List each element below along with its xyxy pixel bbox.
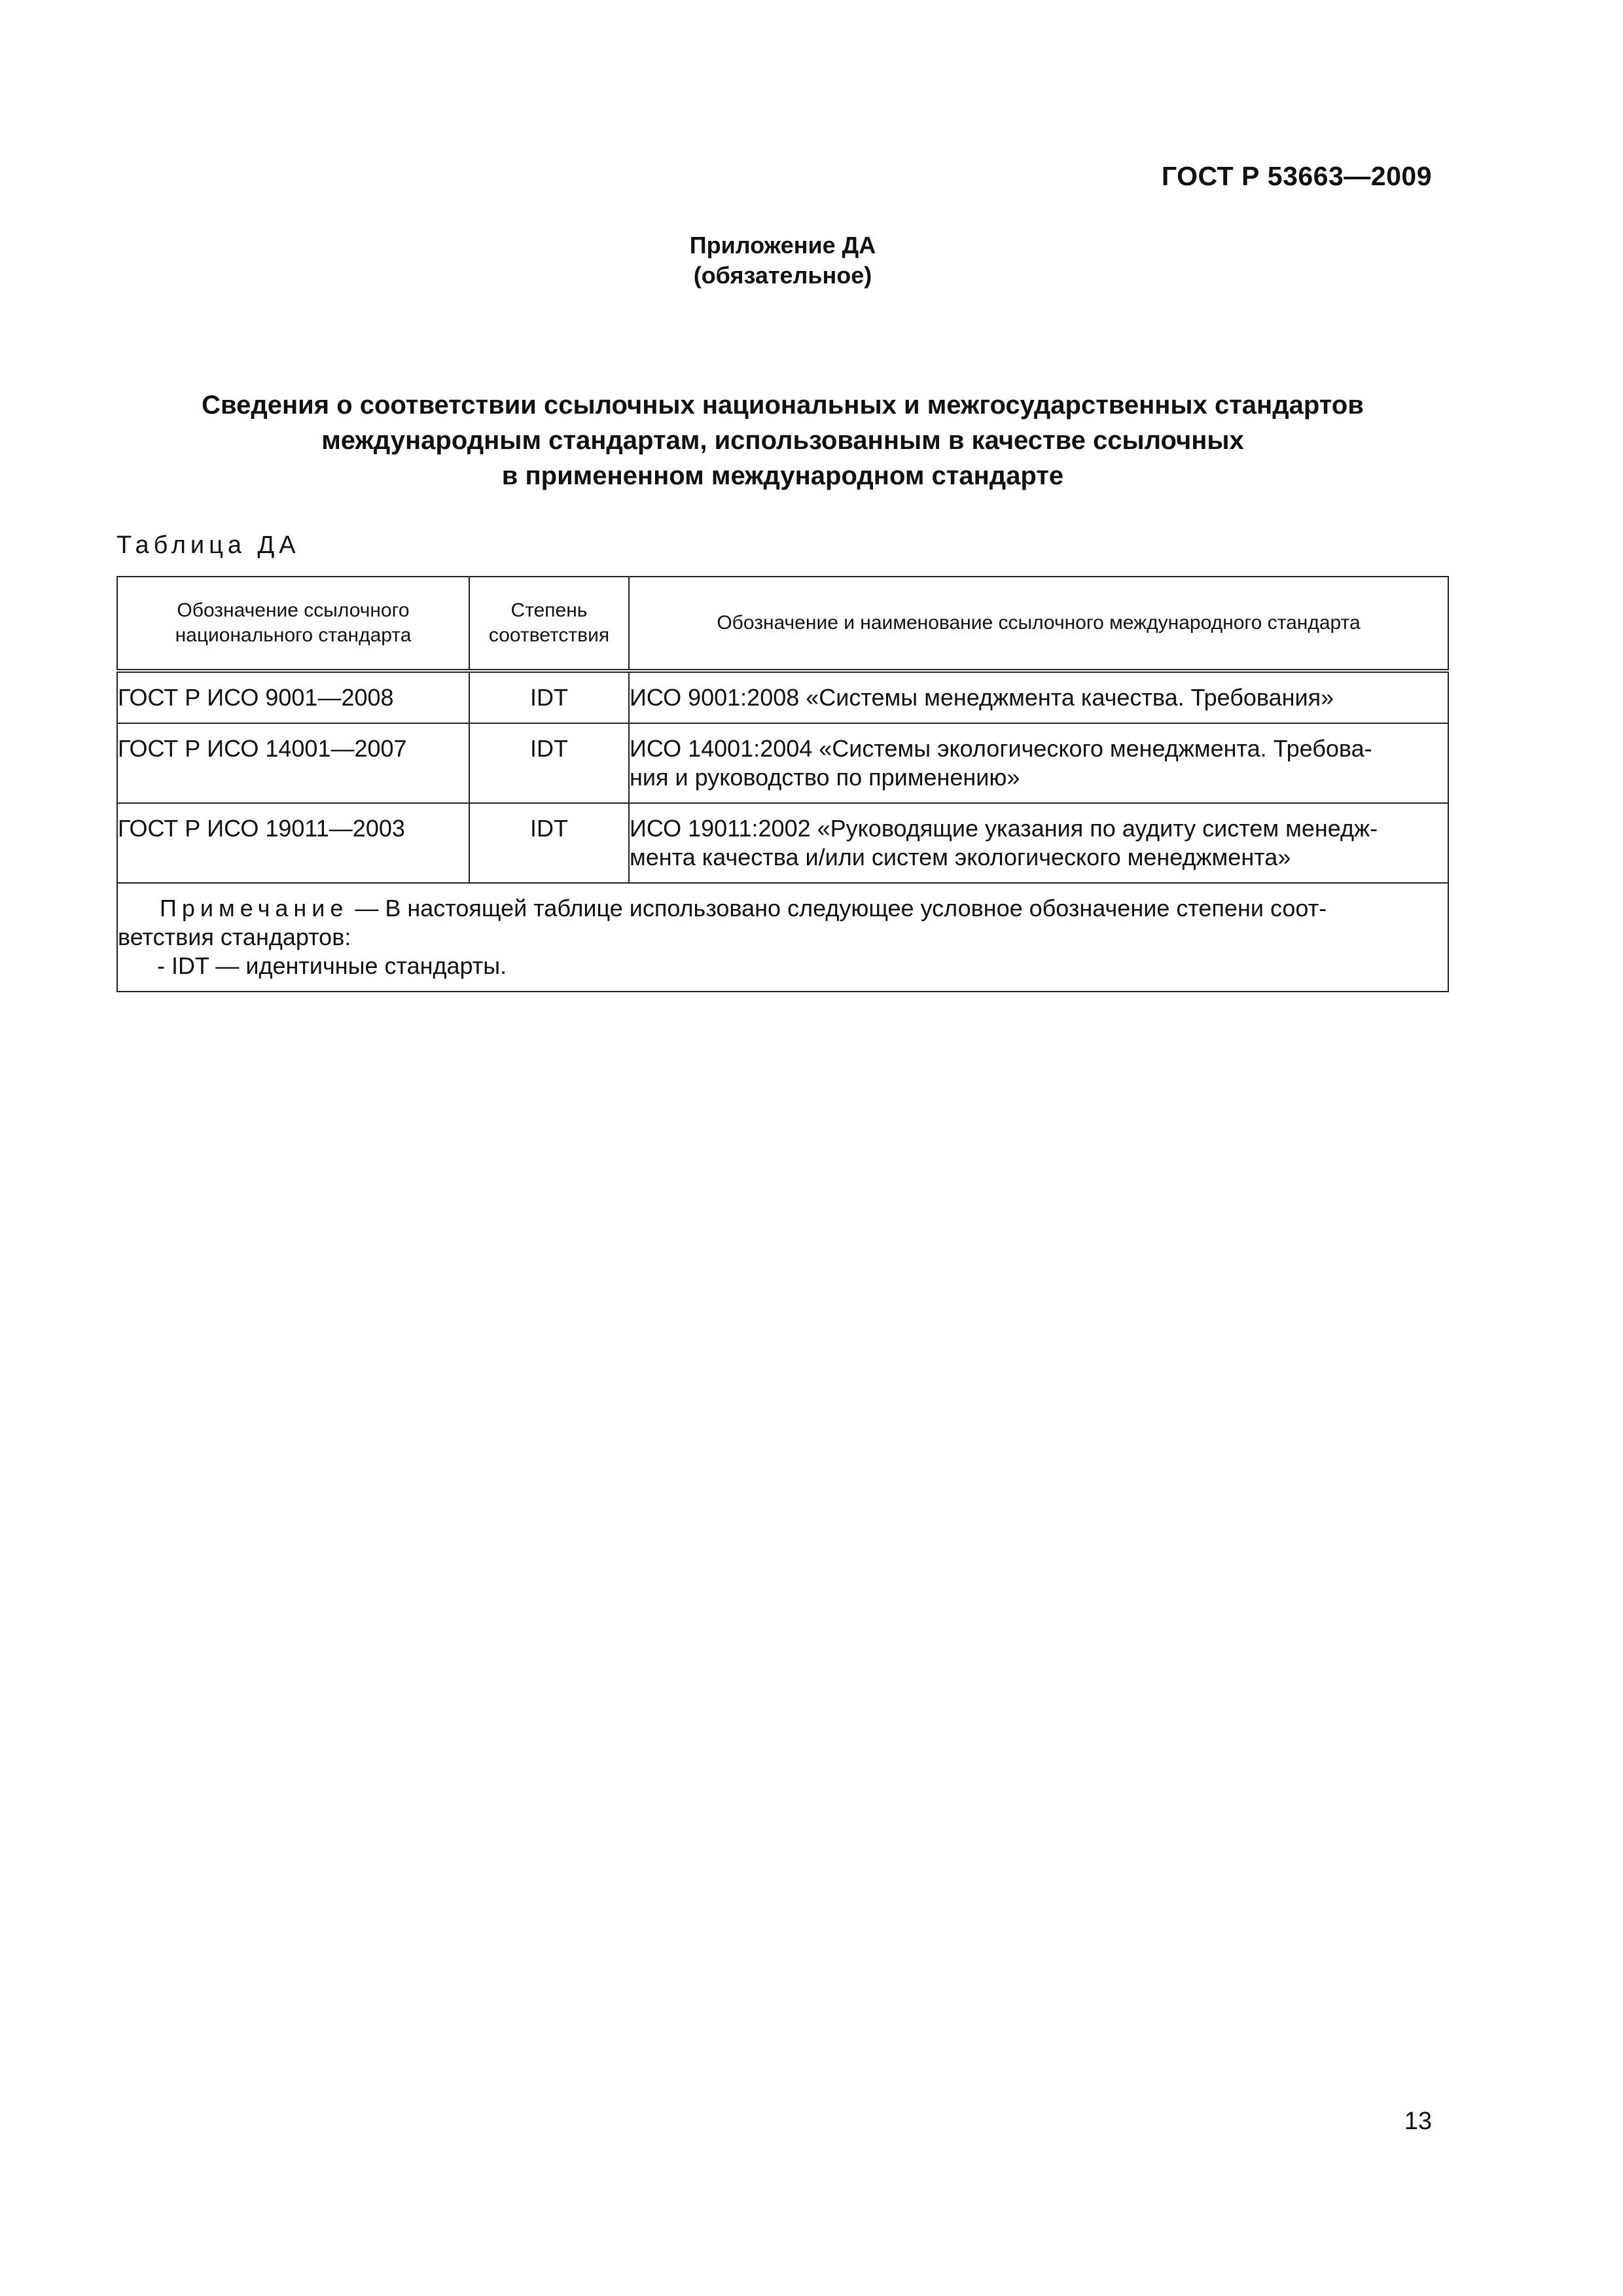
page-number: 13 xyxy=(1404,2108,1432,2135)
appendix-title: Приложение ДА xyxy=(689,232,876,259)
standards-table xyxy=(116,576,1449,992)
degree-cell: IDT xyxy=(469,671,629,723)
table-label: Таблица ДА xyxy=(116,531,300,559)
national-standard-cell: ГОСТ Р ИСО 9001—2008 xyxy=(117,671,469,723)
note-text: — В настоящей таблице использовано следующее условное обозначение степени соот- xyxy=(355,895,1327,922)
table-header-row xyxy=(117,577,1448,671)
header-national-standard: Обозначение ссылочного национального стандарта xyxy=(117,577,469,671)
table-row xyxy=(117,803,1448,883)
table-note xyxy=(117,883,1448,992)
table-row xyxy=(117,671,1448,723)
international-standard-cell: ИСО 9001:2008 «Системы менеджмента качества. Требования» xyxy=(629,671,1448,723)
table-row xyxy=(117,723,1448,803)
note-list-item: - IDT — идентичные стандарты. xyxy=(157,952,507,979)
appendix-status: (обязательное) xyxy=(693,262,872,289)
header-international-standard: Обозначение и наименование ссылочного международного стандарта xyxy=(629,577,1448,671)
document-number: ГОСТ Р 53663—2009 xyxy=(1161,161,1432,191)
national-standard-cell: ГОСТ Р ИСО 19011—2003 xyxy=(117,803,469,883)
appendix-heading xyxy=(0,230,1565,291)
section-title-line: Сведения о соответствии ссылочных национальных и межгосударственных стандартов xyxy=(202,391,1364,420)
degree-cell: IDT xyxy=(469,803,629,883)
header-degree: Степень соответствия xyxy=(469,577,629,671)
section-title-line: международным стандартам, использованным в качестве ссылочных xyxy=(321,426,1244,455)
table-note-row xyxy=(117,883,1448,992)
degree-cell: IDT xyxy=(469,723,629,803)
international-standard-cell: ИСО 14001:2004 «Системы экологического менеджмента. Требова- ния и руководство по применению» xyxy=(629,723,1448,803)
section-title xyxy=(0,387,1565,493)
section-title-line: в примененном международном стандарте xyxy=(501,461,1064,490)
international-standard-cell: ИСО 19011:2002 «Руководящие указания по аудиту систем менедж- мента качества и/или систем экологического менеджмента» xyxy=(629,803,1448,883)
note-text: ветствия стандартов: xyxy=(118,924,351,950)
national-standard-cell: ГОСТ Р ИСО 14001—2007 xyxy=(117,723,469,803)
note-heading: Примечание xyxy=(160,895,349,922)
